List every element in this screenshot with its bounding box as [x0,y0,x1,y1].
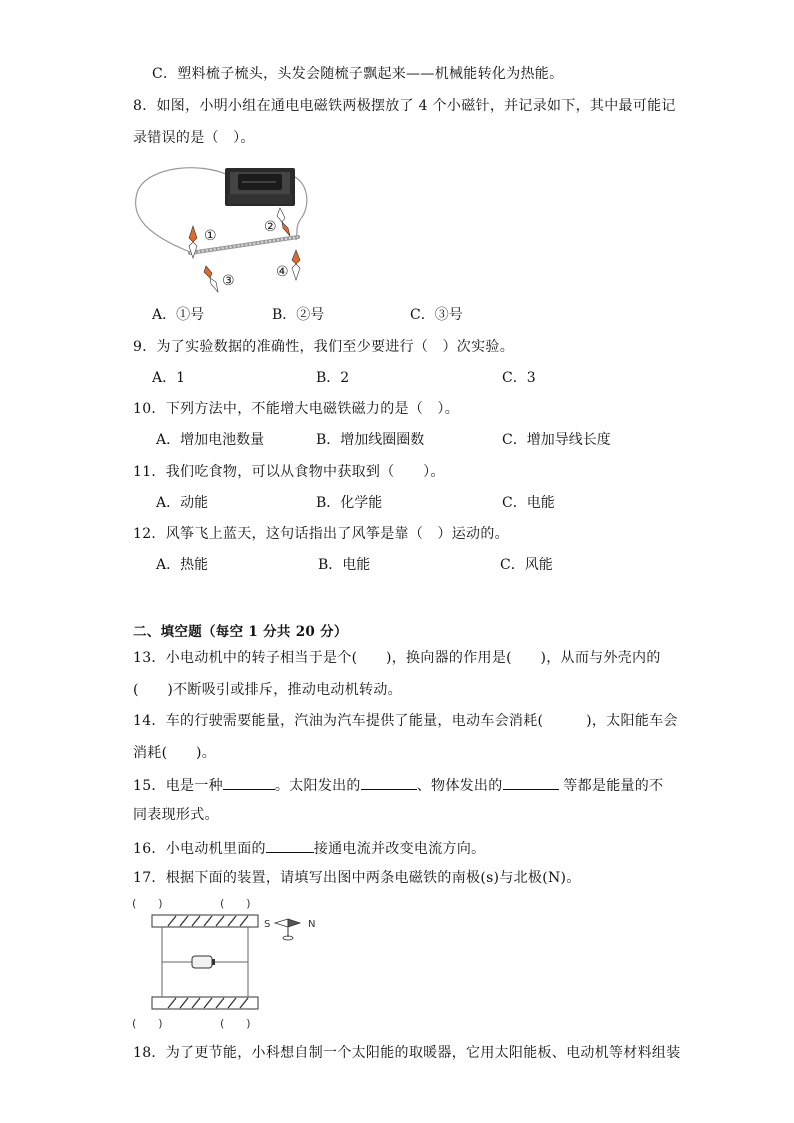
battery-icon [192,956,215,968]
q15-line1 [133,774,663,796]
q17-figure-electromagnets [128,893,328,1031]
figure-label-2: ② [264,219,277,235]
q16-text-2: 接通电流并改变电流方向。 [313,841,486,857]
q18-line1: 18．为了更节能，小科想自制一个太阳能的取暖器，它用太阳能板、电动机等材料组装 [133,1045,681,1061]
q15-text-2: 。太阳发出的 [274,778,361,794]
compass-needle-4-icon [292,250,300,280]
q15-blank-2[interactable] [361,774,417,790]
top-electromagnet [152,915,258,927]
q10-stem: 10．下列方法中，不能增大电磁铁磁力的是（ ）。 [133,401,460,417]
compass-needle-2-icon [277,208,290,236]
figure-label-3: ③ [222,273,235,289]
q9-option-a[interactable]: A．1 [152,370,186,386]
pole-paren-bottom-right: ( ) [220,1017,251,1030]
q14-line2: 消耗( )。 [133,745,217,761]
q16-blank[interactable] [266,837,314,853]
q12-option-c[interactable]: C．风能 [500,557,553,573]
q9-option-b[interactable]: B．2 [316,370,350,386]
pole-paren-top-right: ( ) [220,897,251,910]
pole-paren-top-left: ( ) [132,897,163,910]
q13-line2: ( )不断吸引或排斥，推动电动机转动。 [133,682,402,698]
q12-stem: 12．风筝飞上蓝天，这句话指出了风筝是靠（ ）运动的。 [133,526,509,542]
q10-option-b[interactable]: B．增加线圈圈数 [316,432,425,448]
q8-option-c[interactable]: C．③号 [410,307,463,323]
q8-stem-line2: 录错误的是（ ）。 [133,130,255,146]
q11-stem: 11．我们吃食物，可以从食物中获取到（ ）。 [133,464,445,480]
q17-stem: 17．根据下面的装置，请填写出图中两条电磁铁的南极(s)与北极(N)。 [133,870,581,886]
figure-label-1: ① [204,228,217,244]
q8-figure-electromagnet [130,160,330,300]
q15-text-3: 、物体发出的 [416,778,503,794]
q16-line [133,837,485,859]
q10-option-a[interactable]: A．增加电池数量 [156,432,265,448]
q15-line2: 同表现形式。 [133,807,219,823]
bottom-electromagnet [152,997,258,1009]
compass-icon [275,919,300,940]
q15-blank-1[interactable] [223,774,275,790]
q7-option-c: C．塑料梳子梳头，头发会随梳子飘起来——机械能转化为热能。 [152,66,564,82]
compass-needle-3-icon [204,266,218,292]
battery-holder [225,168,295,206]
q11-option-c[interactable]: C．电能 [502,495,555,511]
q12-option-a[interactable]: A．热能 [156,557,209,573]
pole-paren-bottom-left: ( ) [132,1017,163,1030]
q14-line1: 14．车的行驶需要能量，汽油为汽车提供了能量，电动车会消耗( )，太阳能车会 [133,713,678,729]
compass-label-n: N [308,919,316,930]
q8-option-a[interactable]: A．①号 [152,307,205,323]
q15-blank-3[interactable] [503,774,559,790]
compass-label-s: S [264,919,271,930]
q9-option-c[interactable]: C．3 [502,370,536,386]
q16-text-1: 16．小电动机里面的 [133,841,266,857]
q10-option-c[interactable]: C．增加导线长度 [502,432,611,448]
figure-label-4: ④ [276,264,289,280]
q9-stem: 9．为了实验数据的准确性，我们至少要进行（ ）次实验。 [133,339,515,355]
section-2-title: 二、填空题（每空 1 分共 20 分） [133,624,348,640]
q15-text-1: 15．电是一种 [133,778,223,794]
q15-text-4: 等都是能量的不 [558,778,664,794]
q12-option-b[interactable]: B．电能 [318,557,371,573]
q8-stem-line1: 8．如图，小明小组在通电电磁铁两极摆放了 4 个小磁针，并记录如下，其中最可能记 [133,98,676,114]
q13-line1: 13．小电动机中的转子相当于是个( )，换向器的作用是( )，从而与外壳内的 [133,650,661,666]
q11-option-a[interactable]: A．动能 [156,495,209,511]
q11-option-b[interactable]: B．化学能 [316,495,383,511]
q8-option-b[interactable]: B．②号 [272,307,325,323]
